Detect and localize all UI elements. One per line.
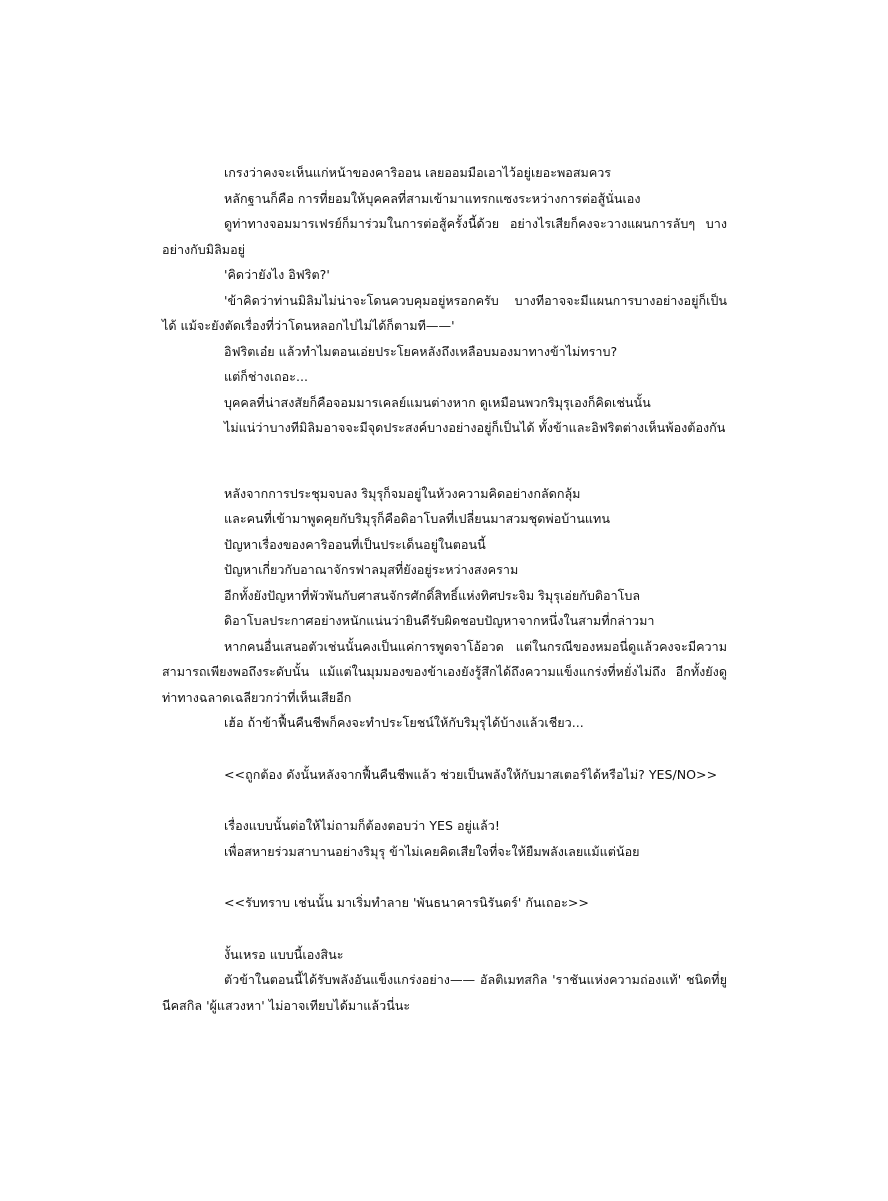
section-break (162, 916, 727, 942)
paragraph: ปัญหาเรื่องของคาริออนที่เป็นประเด็นอยู่ในตอนนี้ (224, 536, 486, 552)
section-break (162, 441, 727, 481)
paragraph: ดิอาโบลประกาศอย่างหนักแน่นว่ายินดีรับผิดชอบปัญหาจากหนึ่งในสามที่กล่าวมา (224, 613, 655, 628)
system-message: <<รับทราบ เช่นนั้น มาเริ่มทำลาย 'พันธนาคารนิรันดร์' กันเถอะ>> (224, 895, 589, 910)
paragraph: หากคนอื่นเสนอตัวเช่นนั้นคงเป็นแค่การพูดจาโอ้อวด แต่ในกรณีของหมอนี่ดูแล้วคงจะมีความสามารถเพียงพอถึงระดับนั้น แม้แต่ในมุมมองของข้าเองยังรู้สึกได้ถึงความแข็งแกร่งที่หยั่งไม่ถึง อีกทั้งยังดูท่าทางฉลาดเฉลียวกว่าที่เห็นเสียอีก (162, 638, 727, 705)
section-break (162, 787, 727, 813)
system-message: <<ถูกต้อง ดังนั้นหลังจากฟื้นคืนชีพแล้ว ช่วยเป็นพลังให้กับมาสเตอร์ได้หรือไม่? YES/NO>> (224, 766, 718, 782)
paragraph-group-1 (162, 160, 727, 441)
document-body (162, 160, 727, 1018)
paragraph-group-4 (162, 942, 727, 1019)
paragraph: บุคคลที่น่าสงสัยก็คือจอมมารเคลย์แมนต่างหาก ดูเหมือนพวกริมุรุเองก็คิดเช่นนั้น (224, 394, 651, 410)
paragraph: เฮ้อ ถ้าข้าฟื้นคืนชีพก็คงจะทำประโยชน์ให้กับริมุรุได้บ้างแล้วเชียว... (224, 715, 584, 730)
paragraph: อีกทั้งยังปัญหาที่พัวพันกับศาสนจักรศักดิ์สิทธิ์แห่งทิศประจิม ริมุรุเอ่ยกับดิอาโบล (224, 587, 641, 603)
section-break (162, 864, 727, 890)
paragraph: เกรงว่าคงจะเห็นแก่หน้าของคาริออน เลยออมมือเอาไว้อยู่เยอะพอสมควร (224, 165, 612, 180)
paragraph: เรื่องแบบนั้นต่อให้ไม่ถามก็ต้องตอบว่า YES อยู่แล้ว! (224, 818, 500, 833)
dialogue-line: 'ข้าคิดว่าท่านมิลิมไม่น่าจะโดนควบคุมอยู่หรอกครับ บางทีอาจจะมีแผนการบางอย่างอยู่ก็เป็นได้ แม้จะยังตัดเรื่องที่ว่าโดนหลอกไปไม่ได้ก็ตามที——' (162, 292, 727, 333)
paragraph: และคนที่เข้ามาพูดคุยกับริมุรุก็คือดิอาโบลที่เปลี่ยนมาสวมชุดพ่อบ้านแทน (224, 511, 610, 526)
paragraph: แต่ก็ช่างเถอะ... (224, 369, 308, 384)
paragraph-group-2 (162, 481, 727, 736)
paragraph: ดูท่าทางจอมมารเฟรย์ก็มาร่วมในการต่อสู้ครั้งนี้ด้วย อย่างไรเสียก็คงจะวางแผนการลับๆ บางอย่างกับมิลิมอยู่ (162, 216, 727, 257)
paragraph-group-3 (162, 813, 727, 864)
section-break (162, 736, 727, 762)
dialogue-line: 'คิดว่ายังไง อิฟริต?' (224, 267, 330, 282)
paragraph: ปัญหาเกี่ยวกับอาณาจักรฟาลมุสที่ยังอยู่ระหว่างสงคราม (224, 562, 519, 577)
paragraph: หลักฐานก็คือ การที่ยอมให้บุคคลที่สามเข้ามาแทรกแซงระหว่างการต่อสู้นั่นเอง (224, 190, 641, 206)
paragraph: ตัวข้าในตอนนี้ได้รับพลังอันแข็งแกร่งอย่าง—— อัลติเมทสกิล 'ราชันแห่งความถ่องแท้' ชนิดที่ยูนีคสกิล 'ผู้แสวงหา' ไม่อาจเทียบได้มาแล้วนี่นะ (162, 972, 727, 1013)
paragraph: หลังจากการประชุมจบลง ริมุรุก็จมอยู่ในห้วงความคิดอย่างกลัดกลุ้ม (224, 485, 581, 501)
paragraph: ไม่แน่ว่าบางทีมิลิมอาจจะมีจุดประสงค์บางอย่างอยู่ก็เป็นได้ ทั้งข้าและอิฟริตต่างเห็นพ้องต้องกัน (224, 420, 726, 435)
paragraph: เพื่อสหายร่วมสาบานอย่างริมุรุ ข้าไม่เคยคิดเสียใจที่จะให้ยืมพลังเลยแม้แต่น้อย (224, 843, 640, 859)
paragraph: งั้นเหรอ แบบนี้เองสินะ (224, 946, 344, 962)
paragraph: อิฟริตเอ๋ย แล้วทำไมตอนเอ่ยประโยคหลังถึงเหลือบมองมาทางข้าไม่ทราบ? (224, 343, 618, 359)
